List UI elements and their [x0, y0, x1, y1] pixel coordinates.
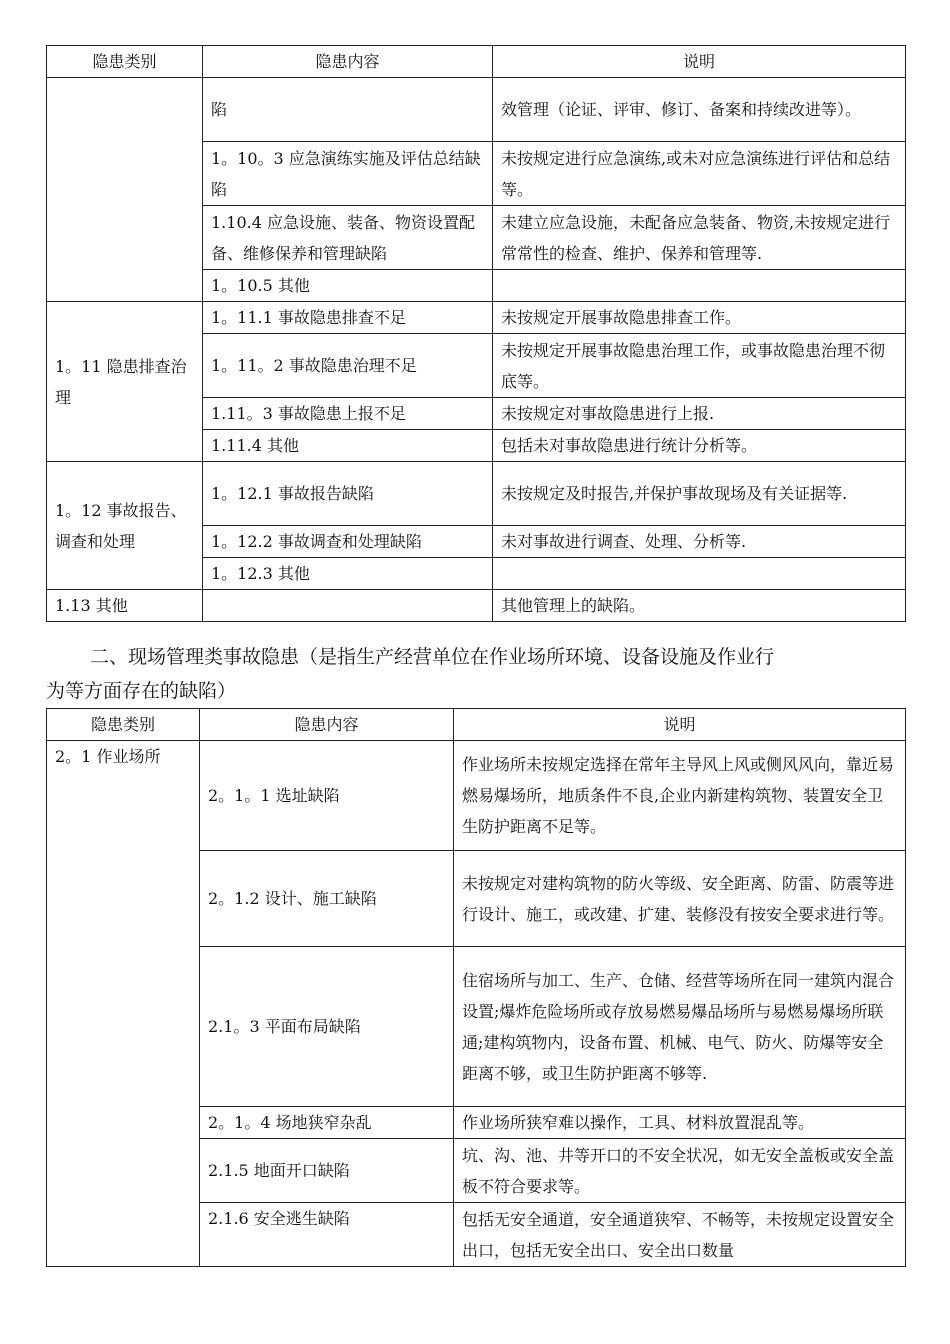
description-cell: 未按规定开展事故隐患排查工作。: [493, 302, 906, 334]
description-cell: 未对事故进行调查、处理、分析等.: [493, 526, 906, 558]
category-cell: 1.13 其他: [47, 590, 203, 622]
header-description: 说明: [454, 709, 906, 741]
category-cell: 1。12 事故报告、调查和处理: [47, 462, 203, 590]
section-heading-line2: 为等方面存在的缺陷）: [46, 680, 237, 702]
table-row: [47, 78, 906, 142]
header-content: 隐患内容: [200, 709, 454, 741]
table-header-row: [47, 709, 906, 741]
content-cell: 1。11。2 事故隐患治理不足: [203, 334, 493, 398]
category-cell-empty: [47, 78, 203, 302]
content-cell: 陷: [203, 78, 493, 142]
description-cell: 未按规定及时报告,并保护事故现场及有关证据等.: [493, 462, 906, 526]
description-cell: [493, 270, 906, 302]
description-cell: 包括无安全通道，安全通道狭窄、不畅等，未按规定设置安全出口，包括无安全出口、安全出口数量: [454, 1203, 906, 1267]
section-heading-line1: 二、现场管理类事故隐患（是指生产经营单位在作业场所环境、设备设施及作业行: [90, 646, 775, 668]
description-cell: 未按规定进行应急演练,或未对应急演练进行评估和总结等。: [493, 142, 906, 206]
content-cell: 1.10.4 应急设施、装备、物资设置配备、维修保养和管理缺陷: [203, 206, 493, 270]
category-cell: 2。1 作业场所: [47, 741, 200, 1267]
description-cell: 未按规定对建构筑物的防火等级、安全距离、防雷、防震等进行设计、施工，或改建、扩建、装修没有按安全要求进行等。: [454, 851, 906, 947]
description-cell: 作业场所狭窄难以操作，工具、材料放置混乱等。: [454, 1107, 906, 1139]
content-cell: 1。10.5 其他: [203, 270, 493, 302]
description-cell: 效管理（论证、评审、修订、备案和持续改进等）。: [493, 78, 906, 142]
table-row: [47, 590, 906, 622]
content-cell: 1。11.1 事故隐患排查不足: [203, 302, 493, 334]
content-cell: 2.1.5 地面开口缺陷: [200, 1139, 454, 1203]
category-cell: 1。11 隐患排查治理: [47, 302, 203, 462]
content-cell: 2。1。1 选址缺陷: [200, 741, 454, 851]
table-row: [47, 302, 906, 334]
header-category: 隐患类别: [47, 709, 200, 741]
description-cell: 包括未对事故隐患进行统计分析等。: [493, 430, 906, 462]
table-row: [47, 741, 906, 851]
description-cell: 坑、沟、池、井等开口的不安全状况，如无安全盖板或安全盖板不符合要求等。: [454, 1139, 906, 1203]
content-cell: [203, 590, 493, 622]
description-cell: 未按规定对事故隐患进行上报.: [493, 398, 906, 430]
content-cell: 2.1.6 安全逃生缺陷: [200, 1203, 454, 1267]
content-cell: 2。1.2 设计、施工缺陷: [200, 851, 454, 947]
description-cell: 未按规定开展事故隐患治理工作，或事故隐患治理不彻底等。: [493, 334, 906, 398]
content-cell: 1。12.3 其他: [203, 558, 493, 590]
content-cell: 1。10。3 应急演练实施及评估总结缺陷: [203, 142, 493, 206]
description-cell: [493, 558, 906, 590]
description-cell: 未建立应急设施，未配备应急装备、物资,未按规定进行常常性的检查、维护、保养和管理等.: [493, 206, 906, 270]
table-management-hazards: [46, 45, 906, 622]
header-content: 隐患内容: [203, 46, 493, 78]
content-cell: 1。12.1 事故报告缺陷: [203, 462, 493, 526]
header-description: 说明: [493, 46, 906, 78]
content-cell: 1.11.4 其他: [203, 430, 493, 462]
table-site-hazards: [46, 708, 906, 1267]
table-header-row: [47, 46, 906, 78]
content-cell: 1.11。3 事故隐患上报不足: [203, 398, 493, 430]
content-cell: 2。1。4 场地狭窄杂乱: [200, 1107, 454, 1139]
content-cell: 1。12.2 事故调查和处理缺陷: [203, 526, 493, 558]
header-category: 隐患类别: [47, 46, 203, 78]
description-cell: 作业场所未按规定选择在常年主导风上风或侧风风向，靠近易燃易爆场所，地质条件不良,企业内新建构筑物、装置安全卫生防护距离不足等。: [454, 741, 906, 851]
content-cell: 2.1。3 平面布局缺陷: [200, 947, 454, 1107]
description-cell: 住宿场所与加工、生产、仓储、经营等场所在同一建筑内混合设置;爆炸危险场所或存放易燃易爆品场所与易燃易爆场所联通;建构筑物内，设备布置、机械、电气、防火、防爆等安全距离不够，或卫生防护距离不够等.: [454, 947, 906, 1107]
table-row: [47, 462, 906, 526]
description-cell: 其他管理上的缺陷。: [493, 590, 906, 622]
section-heading: [46, 640, 905, 708]
